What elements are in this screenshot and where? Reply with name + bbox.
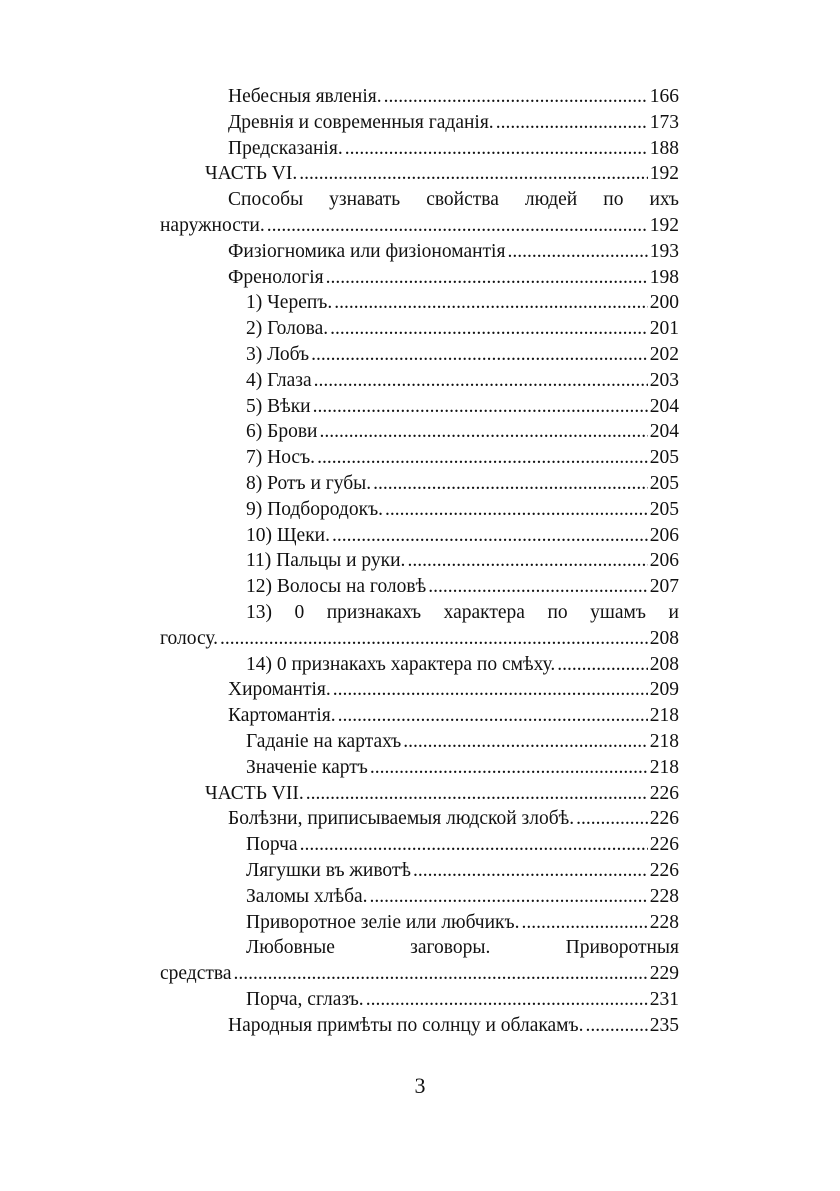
toc-entry xyxy=(160,497,679,523)
toc-entry-line xyxy=(160,935,679,961)
toc-entry xyxy=(160,677,679,703)
dot-leader xyxy=(306,781,648,807)
toc-entry-page: 204 xyxy=(649,421,679,443)
dot-leader xyxy=(326,265,648,291)
dot-leader xyxy=(496,110,648,136)
toc-entry-word: свойства xyxy=(426,189,499,211)
toc-entry-title: 3) Лобъ xyxy=(246,343,310,365)
toc-entry-title: 6) Брови xyxy=(246,421,318,443)
toc-entry-word: и xyxy=(668,601,679,623)
toc-part-heading xyxy=(160,781,679,807)
toc-entry xyxy=(160,84,679,110)
toc-entry-page: 228 xyxy=(649,885,679,907)
toc-entry-page: 218 xyxy=(649,705,679,727)
dot-leader xyxy=(234,961,648,987)
dot-leader xyxy=(385,497,648,523)
toc-entry-line xyxy=(160,187,679,213)
dot-leader xyxy=(557,652,647,678)
toc-entry-page: 226 xyxy=(649,859,679,881)
toc-entry-page: 206 xyxy=(649,550,679,572)
toc-entry-page: 203 xyxy=(649,369,679,391)
toc-entry-page: 218 xyxy=(649,730,679,752)
toc-entry xyxy=(160,342,679,368)
toc-entry-page: 192 xyxy=(649,163,679,185)
toc-entry-title: 14) 0 признакахъ характера по смѣху. xyxy=(246,653,556,675)
toc-entry-page: 226 xyxy=(649,782,679,804)
toc-entry-title: Древнія и современныя гаданія. xyxy=(228,111,494,133)
toc-entry-page: 193 xyxy=(649,240,679,262)
toc-entry-title: 4) Глаза xyxy=(246,369,312,391)
toc-entry-page: 206 xyxy=(649,524,679,546)
toc-entry xyxy=(160,471,679,497)
dot-leader xyxy=(338,703,648,729)
toc-entry-word: 13) xyxy=(246,601,272,623)
toc-entry-word: по xyxy=(547,601,568,623)
toc-entry-page: 226 xyxy=(649,834,679,856)
dot-leader xyxy=(576,806,648,832)
toc-entry-page: 226 xyxy=(649,808,679,830)
dot-leader xyxy=(345,136,648,162)
toc-entry-title: 8) Ротъ и губы. xyxy=(246,472,372,494)
toc-entry xyxy=(160,1013,679,1039)
toc-entry xyxy=(160,445,679,471)
toc-entry-title: Небесныя явленія. xyxy=(228,86,382,107)
toc-entry xyxy=(160,910,679,936)
dot-leader xyxy=(521,910,647,936)
dot-leader xyxy=(220,626,648,652)
dot-leader xyxy=(319,419,647,445)
toc-entry xyxy=(160,703,679,729)
dot-leader xyxy=(334,290,648,316)
toc-entry-title: 5) Вѣки xyxy=(246,395,311,417)
dot-leader xyxy=(314,368,648,394)
toc-entry-title: 2) Голова. xyxy=(246,318,329,340)
toc-entry-title: Предсказанія. xyxy=(228,137,343,159)
dot-leader xyxy=(507,239,647,265)
toc-entry-word: заговоры. xyxy=(410,937,491,959)
toc-entry-title: средства xyxy=(160,963,232,985)
toc-entry xyxy=(160,832,679,858)
toc-entry-title: Приворотное зеліе или любчикъ. xyxy=(246,911,520,933)
dot-leader xyxy=(332,523,648,549)
toc-entry-word: Любовные xyxy=(246,937,335,959)
dot-leader xyxy=(300,832,648,858)
toc-entry-page: 235 xyxy=(649,1014,679,1036)
table-of-contents xyxy=(160,84,679,1038)
toc-entry xyxy=(160,652,679,678)
dot-leader xyxy=(384,84,648,110)
toc-entry-continuation xyxy=(160,626,679,652)
dot-leader xyxy=(311,342,648,368)
dot-leader xyxy=(267,213,648,239)
toc-entry-word: признакахъ xyxy=(326,601,422,623)
toc-entry xyxy=(160,290,679,316)
toc-entry-page: 188 xyxy=(649,137,679,159)
toc-entry-page: 202 xyxy=(649,343,679,365)
toc-entry xyxy=(160,316,679,342)
toc-entry-title: голосу. xyxy=(160,627,219,649)
toc-entry-continuation xyxy=(160,961,679,987)
toc-entry-title: Лягушки въ животѣ xyxy=(246,859,412,881)
toc-entry xyxy=(160,858,679,884)
toc-entry-word: Приворотныя xyxy=(565,937,679,959)
dot-leader xyxy=(413,858,648,884)
toc-entry-title: ЧАСТЬ VI. xyxy=(205,163,298,185)
toc-entry-word: узнавать xyxy=(329,189,401,211)
toc-entry-word: 0 xyxy=(294,601,305,623)
toc-entry xyxy=(160,884,679,910)
toc-entry-page: 208 xyxy=(649,653,679,675)
toc-entry xyxy=(160,755,679,781)
toc-entry-title: Френологія xyxy=(228,266,324,288)
toc-entry-page: 205 xyxy=(649,447,679,469)
toc-entry-title: Гаданіе на картахъ xyxy=(246,730,402,752)
toc-entry xyxy=(160,548,679,574)
dot-leader xyxy=(330,316,648,342)
toc-entry-title: 1) Черепъ. xyxy=(246,292,333,314)
toc-entry-title: Заломы хлѣба. xyxy=(246,885,368,907)
toc-entry-word: Способы xyxy=(228,189,304,211)
toc-entry-word: ушамъ xyxy=(590,601,646,623)
toc-entry-title: 9) Подбородокъ. xyxy=(246,498,384,520)
toc-entry-title: Физіогномика или физіономантія xyxy=(228,240,506,262)
toc-entry-title: Картомантія. xyxy=(228,705,336,727)
toc-entry-page: 207 xyxy=(649,576,679,598)
dot-leader xyxy=(370,884,648,910)
toc-entry-title: Хиромантія. xyxy=(228,679,331,701)
toc-entry-page: 218 xyxy=(649,756,679,778)
toc-entry-continuation xyxy=(160,213,679,239)
toc-entry-word: людей xyxy=(524,189,578,211)
toc-entry-title: 7) Носъ. xyxy=(246,447,316,469)
toc-entry-page: 200 xyxy=(649,292,679,314)
toc-entry-title: 12) Волосы на головѣ xyxy=(246,576,427,598)
toc-entry xyxy=(160,574,679,600)
toc-entry xyxy=(160,136,679,162)
dot-leader xyxy=(373,471,648,497)
dot-leader xyxy=(585,1013,647,1039)
toc-entry-page: 208 xyxy=(649,627,679,649)
toc-entry xyxy=(160,987,679,1013)
dot-leader xyxy=(299,161,648,187)
dot-leader xyxy=(403,729,648,755)
toc-entry-word: характера xyxy=(443,601,525,623)
toc-entry xyxy=(160,806,679,832)
toc-entry-word: по xyxy=(603,189,624,211)
toc-entry-title: Народныя примѣты по солнцу и облакамъ. xyxy=(228,1014,584,1036)
toc-entry-title: Порча xyxy=(246,834,298,856)
dot-leader xyxy=(370,755,648,781)
toc-entry xyxy=(160,729,679,755)
toc-entry-page: 198 xyxy=(649,266,679,288)
page-number: 3 xyxy=(414,1073,426,1098)
toc-entry xyxy=(160,239,679,265)
dot-leader xyxy=(407,548,647,574)
dot-leader xyxy=(317,445,648,471)
toc-entry-page: 205 xyxy=(649,498,679,520)
toc-entry xyxy=(160,419,679,445)
dot-leader xyxy=(313,394,648,420)
toc-entry-page: 166 xyxy=(649,86,679,107)
toc-entry-page: 205 xyxy=(649,472,679,494)
toc-entry-title: 10) Щеки. xyxy=(246,524,330,546)
toc-entry-title: Значеніе картъ xyxy=(246,756,368,778)
dot-leader xyxy=(333,677,648,703)
toc-entry xyxy=(160,368,679,394)
toc-entry-page: 173 xyxy=(649,111,679,133)
toc-entry-title: Порча, сглазъ. xyxy=(246,988,364,1010)
toc-entry-page: 228 xyxy=(649,911,679,933)
toc-entry xyxy=(160,110,679,136)
toc-entry-page: 192 xyxy=(649,214,679,236)
toc-part-heading xyxy=(160,161,679,187)
toc-entry-page: 209 xyxy=(649,679,679,701)
toc-entry-title: 11) Пальцы и руки. xyxy=(246,550,406,572)
toc-entry-page: 201 xyxy=(649,318,679,340)
toc-entry-title: ЧАСТЬ VII. xyxy=(205,782,304,804)
dot-leader xyxy=(366,987,648,1013)
dot-leader xyxy=(428,574,648,600)
toc-entry-word: ихъ xyxy=(649,189,679,211)
toc-entry xyxy=(160,394,679,420)
toc-entry xyxy=(160,265,679,291)
toc-entry-title: Болѣзни, приписываемыя людской злобѣ. xyxy=(228,808,575,830)
toc-entry-line xyxy=(160,600,679,626)
toc-entry xyxy=(160,523,679,549)
toc-entry-title: наружности. xyxy=(160,214,265,236)
toc-entry-page: 229 xyxy=(649,963,679,985)
toc-entry-page: 204 xyxy=(649,395,679,417)
toc-entry-page: 231 xyxy=(649,988,679,1010)
